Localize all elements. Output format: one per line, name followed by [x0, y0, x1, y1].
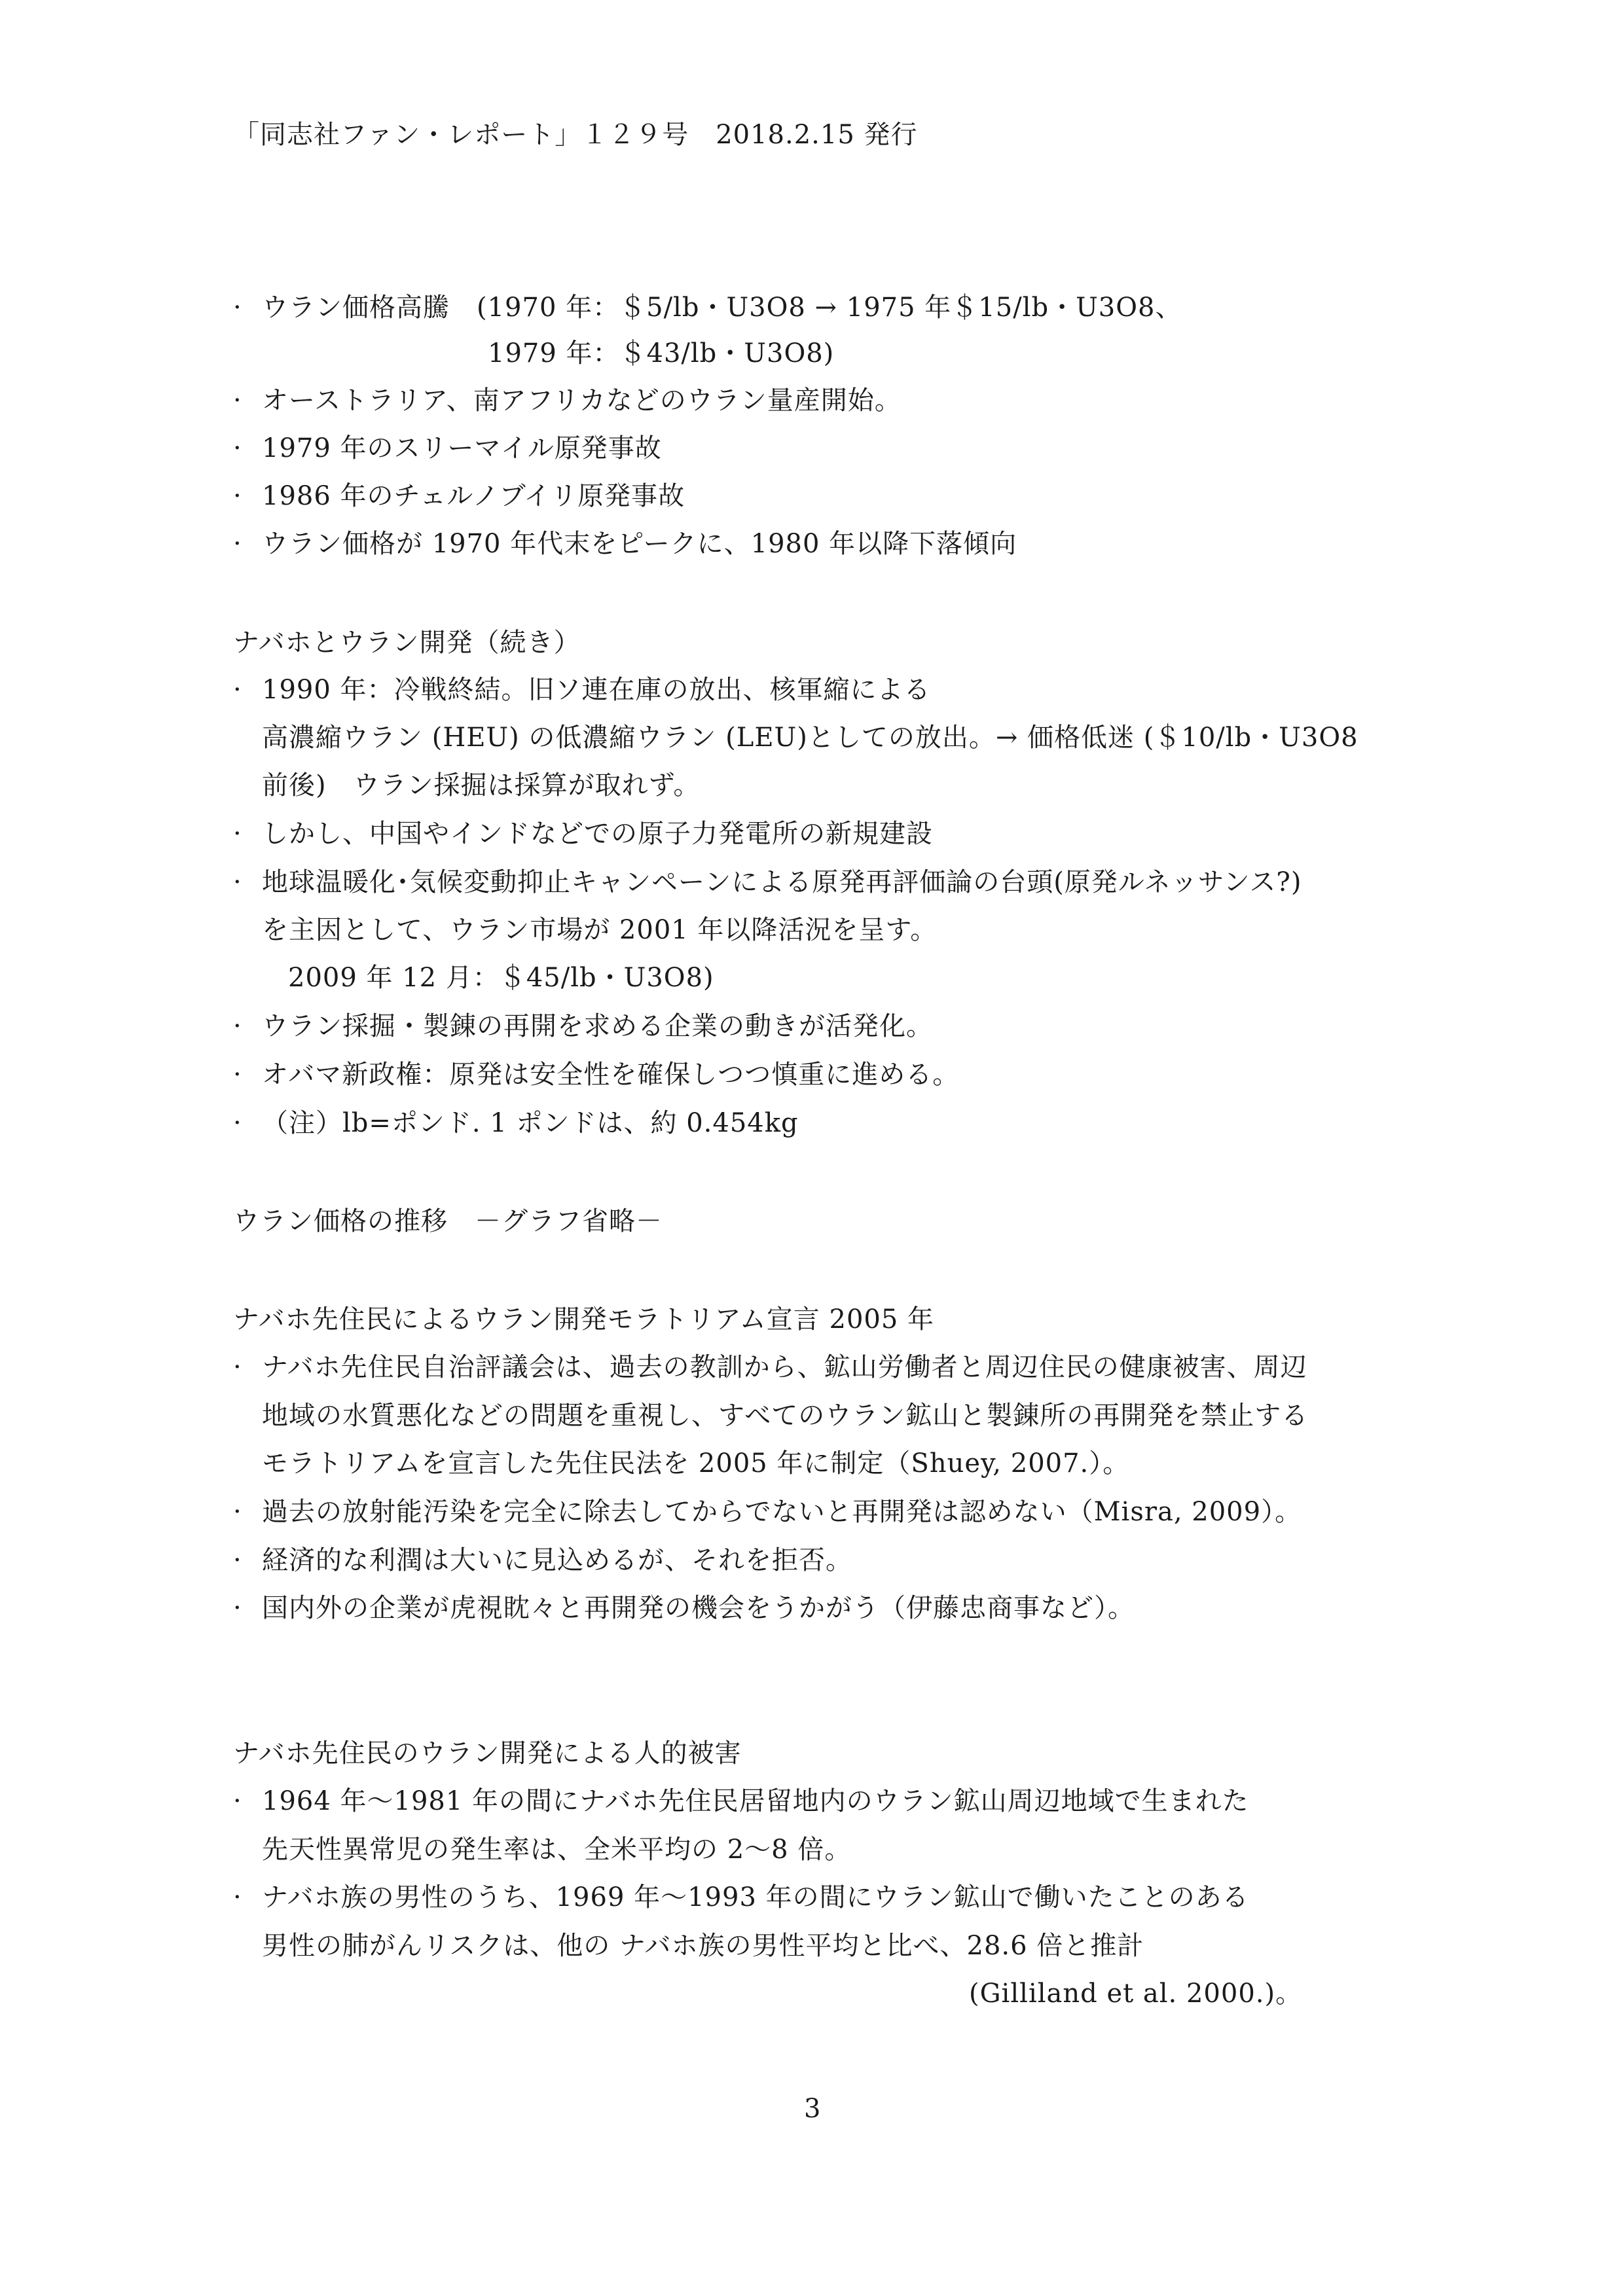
bullet-icon: ·: [233, 1882, 242, 1912]
section-heading: ウラン価格の推移 －グラフ省略－: [233, 1206, 663, 1236]
bullet-icon: ·: [233, 1352, 242, 1382]
publication-header: 「同志社ファン・レポート」１２９号 2018.2.15 発行: [233, 120, 918, 150]
list-item: 国内外の企業が虎視眈々と再開発の機会をうかがう（伊藤忠商事など）。: [262, 1593, 1135, 1623]
citation: (Gilliland et al. 2000.)。: [969, 1979, 1303, 2009]
section-heading: ナバホ先住民のウラン開発による人的被害: [233, 1738, 742, 1768]
list-item-continuation: 先天性異常児の発生率は、全米平均の 2～8 倍。: [262, 1835, 852, 1865]
page-number: 3: [804, 2094, 822, 2124]
list-item: 1986 年のチェルノブイリ原発事故: [262, 481, 685, 511]
bullet-icon: ·: [233, 1786, 242, 1816]
list-item: ナバホ先住民自治評議会は、過去の教訓から、鉱山労働者と周辺住民の健康被害、周辺: [262, 1352, 1307, 1382]
list-item: 1979 年のスリーマイル原発事故: [262, 433, 662, 463]
list-item: ウラン採掘・製錬の再開を求める企業の動きが活発化。: [262, 1011, 933, 1041]
bullet-icon: ·: [233, 433, 242, 463]
bullet-icon: ·: [233, 1060, 242, 1090]
bullet-icon: ·: [233, 293, 242, 323]
bullet-icon: ·: [233, 867, 242, 897]
bullet-icon: ·: [233, 1108, 242, 1138]
list-item: ナバホ族の男性のうち、1969 年～1993 年の間にウラン鉱山で働いたことのある: [262, 1882, 1249, 1912]
list-item: 地球温暖化･気候変動抑止キャンペーンによる原発再評価論の台頭(原発ルネッサンス?): [262, 867, 1302, 897]
list-item: ウラン価格高騰 (1970 年：＄5/lb・U3O8 → 1975 年＄15/lb・U3O8、: [262, 293, 1182, 323]
list-item-continuation: モラトリアムを宣言した先住民法を 2005 年に制定（Shuey, 2007.）。: [262, 1448, 1130, 1479]
bullet-icon: ·: [233, 481, 242, 511]
list-item: オーストラリア、南アフリカなどのウラン量産開始。: [262, 386, 902, 416]
section-heading: ナバホ先住民によるウラン開発モラトリアム宣言 2005 年: [233, 1304, 935, 1335]
list-item: 1964 年～1981 年の間にナバホ先住民居留地内のウラン鉱山周辺地域で生まれた: [262, 1786, 1249, 1816]
list-item-continuation: を主因として、ウラン市場が 2001 年以降活況を呈す。: [262, 915, 938, 945]
list-item: 1990 年：冷戦終結。旧ソ連在庫の放出、核軍縮による: [262, 675, 931, 705]
bullet-icon: ·: [233, 1497, 242, 1527]
bullet-icon: ·: [233, 1011, 242, 1041]
list-item-continuation: 1979 年：＄43/lb・U3O8): [488, 338, 835, 368]
list-item-continuation: 2009 年 12 月：＄45/lb・U3O8): [288, 963, 714, 993]
bullet-icon: ·: [233, 1593, 242, 1623]
list-item-continuation: 高濃縮ウラン (HEU) の低濃縮ウラン (LEU)としての放出。→ 価格低迷 (＄10/lb・U3O8: [262, 723, 1359, 753]
list-item: 過去の放射能汚染を完全に除去してからでないと再開発は認めない（Misra, 2009）。: [262, 1497, 1302, 1527]
list-item-continuation: 地域の水質悪化などの問題を重視し、すべてのウラン鉱山と製錬所の再開発を禁止する: [262, 1401, 1309, 1431]
bullet-icon: ·: [233, 386, 242, 416]
list-item: 経済的な利潤は大いに見込めるが、それを拒否。: [262, 1545, 852, 1575]
list-item: オバマ新政権：原発は安全性を確保しつつ慎重に進める。: [262, 1060, 960, 1090]
bullet-icon: ·: [233, 529, 242, 559]
bullet-icon: ·: [233, 1545, 242, 1575]
bullet-icon: ·: [233, 675, 242, 705]
list-item-continuation: 男性の肺がんリスクは、他の ナバホ族の男性平均と比べ、28.6 倍と推計: [262, 1931, 1144, 1961]
list-item: しかし、中国やインドなどでの原子力発電所の新規建設: [262, 819, 933, 849]
list-item: （注）lb=ポンド. 1 ポンドは、約 0.454kg: [262, 1108, 799, 1138]
list-item-continuation: 前後) ウラン採掘は採算が取れず。: [262, 770, 701, 800]
list-item: ウラン価格が 1970 年代末をピークに、1980 年以降下落傾向: [262, 529, 1017, 559]
section-heading: ナバホとウラン開発（続き）: [233, 628, 581, 658]
bullet-icon: ·: [233, 819, 242, 849]
